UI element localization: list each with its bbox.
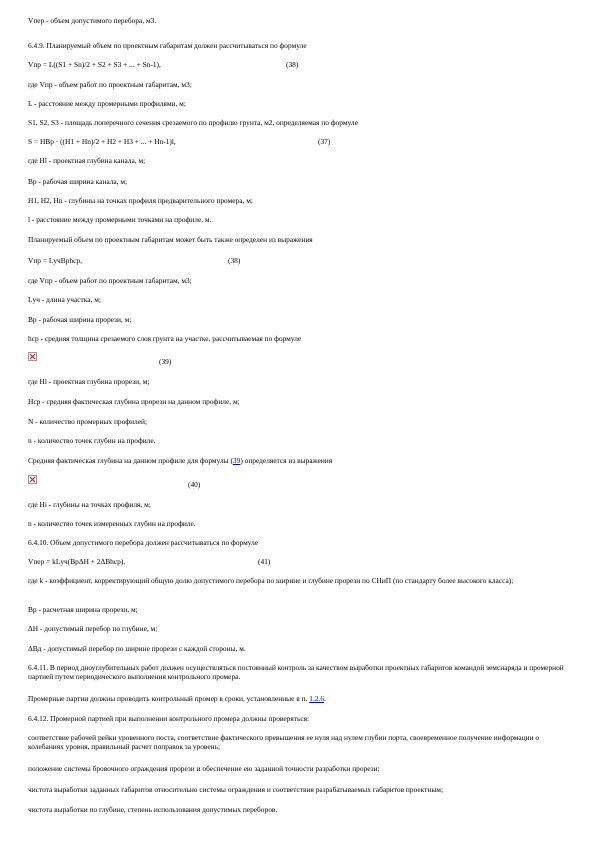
text-line: Hсp - средняя фактическая глубина прорези на данном профиле, м; <box>28 397 240 406</box>
text-line: L - расстояние между промерными профилями, м; <box>28 99 186 108</box>
text-line: Vпер - объем допустимого перебора, м3. <box>28 16 157 25</box>
equation-number: (39) <box>159 357 172 366</box>
text-line <box>28 456 332 465</box>
text-line: N - количество промерных профилей; <box>28 417 148 426</box>
text-line: hср - средняя толщина срезаемого слоя грунта на участке, рассчитываемая по формуле <box>28 334 302 343</box>
text-line: где Hl - проектная глубина канала, м; <box>28 156 146 165</box>
formula-line: Vпр = L((S1 + Sn)/2 + S2 + S3 + ... + Sn-1), <box>28 60 161 69</box>
formula-line: Vпер = kLуч(BpΔH + 2ΔBhср), <box>28 557 126 566</box>
text-fragment: Средняя фактическая глубина на данном профиле для формулы ( <box>28 456 233 465</box>
text-line: Bp - рабочая ширина канала, м; <box>28 177 128 186</box>
text-line: n - количество точек глубин на профиле. <box>28 436 156 445</box>
text-line: H1, H2, Hn - глубины на точках профиля предварительного промера, м; <box>28 196 253 205</box>
text-line: где Vпр - объем работ по проектным габаритам, м3; <box>28 276 192 285</box>
text-line: l - расстояние между промерными точками на профиле, м. <box>28 215 212 224</box>
text-fragment: . <box>324 694 326 703</box>
text-paragraph: где k - коэффициент, корректирующий общую долю допустимого перебора по ширине и глубине прорези по СНиП (по стандарту более высокого класса); <box>28 576 514 585</box>
formula-link[interactable]: 39 <box>232 456 241 465</box>
equation-number: (38) <box>286 60 299 69</box>
formula-line: Vпр = LучBphср, <box>28 256 82 265</box>
text-line: n - количество точек измеренных глубин на профиле. <box>28 519 196 528</box>
section-heading: 6.4.10. Объем допустимого перебора должен рассчитываться по формуле <box>28 538 259 547</box>
equation-number: (37) <box>318 137 331 146</box>
section-heading: 6.4.12. Промерной партией при выполнении контрольного промера должны проверяться: <box>28 714 310 723</box>
text-line: Bp - рабочая ширина прорези, м; <box>28 315 132 324</box>
text-paragraph: соответствие рабочей рейки уровенного поста, соответствие фактического превышения ее нуля над нулем глубин порта, своевременное получение информации о колебаниях уровня, правильный расчет поправок за уровень; <box>28 733 540 751</box>
equation-number: (40) <box>188 480 201 489</box>
text-line: Lуч - длина участка, м; <box>28 295 101 304</box>
text-line: где Vпр - объем работ по проектным габаритам, м3; <box>28 80 192 89</box>
text-line: положение системы бровочного ограждения прорези и обеспечение ею заданной точности разработки прорези; <box>28 764 380 773</box>
text-line: S1, S2, S3 - площадь поперечного сечения срезаемого по профилю грунта, м2, определяемая по формуле <box>28 118 358 127</box>
text-line: Планируемый объем по проектным габаритам может быть также определен из выражения <box>28 235 313 244</box>
text-line: где Hl - проектная глубина прорези, м; <box>28 377 150 386</box>
section-heading: 6.4.9. Планируемый объем по проектным габаритам должен рассчитываться по формуле <box>28 41 307 50</box>
text-line: ΔBд - допустимый перебор по ширине прорези с каждой стороны, м. <box>28 644 246 653</box>
text-line: Bp - расчетная ширина прорези, м; <box>28 605 138 614</box>
broken-image-icon <box>28 352 37 361</box>
text-line: чистота выработки заданных габаритов относительно системы ограждения и соответствия разрабатываемых габаритов проектным; <box>28 785 444 794</box>
text-paragraph: 6.4.11. В период дноуглубительных работ должен осуществляться постоянный контроль за качеством выработки проектных габаритов командой земснаряда и промерной партией путем периодического выполнения контрольного промера. <box>28 663 564 681</box>
text-line: чистота выработки по глубине, степень использования допустимых переборов. <box>28 805 278 814</box>
text-line <box>28 694 326 703</box>
broken-image-icon <box>28 475 37 484</box>
text-fragment: ) определяется из выражения <box>240 456 333 465</box>
formula-line: S = HBp · ((H1 + Hn)/2 + H2 + H3 + ... + Hn-1)l, <box>28 137 176 146</box>
text-fragment: Промерные партии должны проводить контрольный промер в сроки, установленные в п. <box>28 694 310 703</box>
text-line: ΔH - допустимый перебор по глубине, м; <box>28 624 158 633</box>
section-link[interactable]: 1.2.6 <box>309 694 325 703</box>
text-line: где Hi - глубины на точках профиля, м; <box>28 500 151 509</box>
equation-number: (41) <box>258 557 271 566</box>
equation-number: (38) <box>228 256 241 265</box>
